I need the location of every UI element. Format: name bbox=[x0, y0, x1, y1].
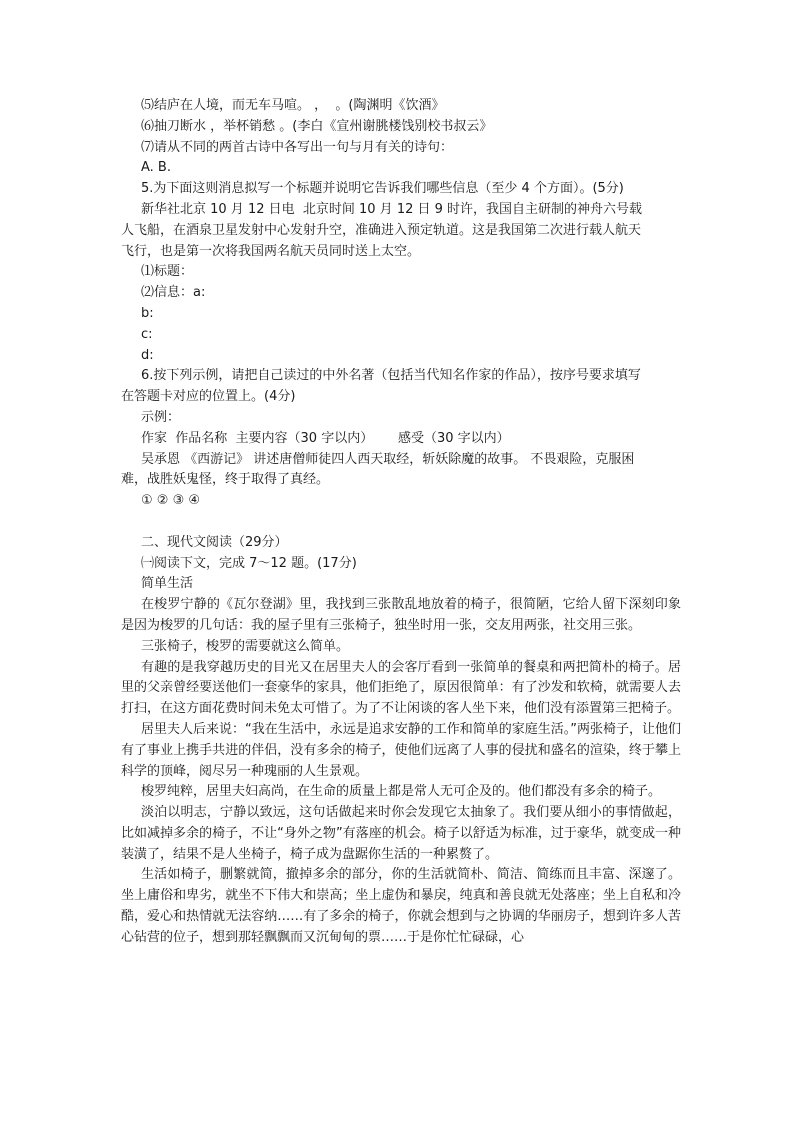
text-line: 难，战胜妖鬼怪，终于取得了真经。 bbox=[121, 472, 330, 488]
question-heading: 5.为下面这则消息拟写一个标题并说明它告诉我们哪些信息（至少 4 个方面）。(5分) bbox=[141, 181, 624, 197]
article-paragraph: 在梭罗宁静的《瓦尔登湖》里，我找到三张散乱地放着的椅子，很简陋，它给人留下深刻印象是因为梭罗的几句话：我的屋子里有三张椅子，独坐时用一张，交友用两张，社交用三张。 bbox=[121, 597, 681, 633]
text-line: 作家 作品名称 主要内容（30 字以内） 感受（30 字以内） bbox=[141, 430, 510, 446]
question-heading: 6.按下列示例，请把自己读过的中外名著（包括当代知名作家的作品），按序号要求填写 bbox=[141, 368, 641, 384]
text-line: ① ② ③ ④ bbox=[141, 493, 201, 509]
text-line: ⑵信息：a: bbox=[141, 285, 206, 301]
article-paragraph: 居里夫人后来说：“我在生活中，永远是追求安静的工作和简单的家庭生活。”两张椅子，让他们有了事业上携手共进的伴侣，没有多余的椅子，使他们远离了人事的侵扰和盛名的渲染，终于攀上科学的顶峰，阅尽另一种瑰丽的人生景观。 bbox=[121, 721, 681, 779]
article-title: 简单生活 bbox=[141, 576, 194, 592]
text-line: A. B. bbox=[141, 160, 171, 176]
text-line: 吴承恩 《西游记》 讲述唐僧师徒四人西天取经，斩妖除魔的故事。 不畏艰险，克服困 bbox=[141, 451, 635, 467]
text-line: ㈠阅读下文，完成 7～12 题。(17分) bbox=[141, 555, 357, 571]
text-line: 飞行，也是第一次将我国两名航天员同时送上太空。 bbox=[121, 243, 421, 259]
text-line: 在答题卡对应的位置上。(4分) bbox=[121, 389, 296, 405]
text-line: b: bbox=[141, 305, 154, 321]
text-line: d: bbox=[141, 347, 154, 363]
document-body bbox=[121, 96, 681, 949]
section-heading: 二、现代文阅读（29分） bbox=[141, 534, 288, 550]
text-line: ⑺请从不同的两首古诗中各写出一句与月有关的诗句： bbox=[141, 139, 454, 155]
article-paragraph: 生活如椅子，删繁就简，撤掉多余的部分，你的生活就简朴、简洁、简练而且丰富、深邃了。坐上庸俗和卑劣，就坐不下伟大和崇高；坐上虚伪和暴戾，纯真和善良就无处落座；坐上自私和冷酷，爱心和热情就无法容纳……有了多余的椅子，你就会想到与之协调的华丽房子，想到许多人苦心钻营的位子，想到那轻飘飘而又沉甸甸的票……于是你忙忙碌碌，心 bbox=[121, 867, 681, 945]
text-line: ⑸结庐在人境，而无车马喧。 ， 。(陶渊明《饮酒》 bbox=[141, 98, 445, 113]
article-paragraph: 三张椅子，梭罗的需要就这么简单。 bbox=[141, 638, 350, 654]
text-line: c: bbox=[141, 326, 153, 342]
text-line: 人飞船，在酒泉卫星发射中心发射升空，准确进入预定轨道。这是我国第二次进行载人航天 bbox=[121, 222, 642, 238]
text-line: 示例： bbox=[141, 409, 181, 425]
text-line: ⑴标题： bbox=[141, 264, 194, 280]
text-line: ⑹抽刀断水 ，举杯销愁 。(李白《宣州谢朓楼饯别校书叔云》 bbox=[141, 118, 493, 134]
spacer bbox=[121, 512, 681, 533]
article-paragraph: 梭罗纯粹，居里夫妇高尚，在生命的质量上都是常人无可企及的。他们都没有多余的椅子。 bbox=[141, 784, 662, 800]
article-paragraph: 有趣的是我穿越历史的目光又在居里夫人的会客厅看到一张简单的餐桌和两把简朴的椅子。居里的父亲曾经要送他们一套豪华的家具，他们拒绝了，原因很简单：有了沙发和软椅，就需要人去打扫，在这方面花费时间未免太可惜了。为了不让闲谈的客人坐下来，他们没有添置第三把椅子。 bbox=[121, 659, 681, 717]
article-paragraph: 淡泊以明志，宁静以致远，这句话做起来时你会发现它太抽象了。我们要从细小的事情做起，比如减掉多余的椅子，不让“身外之物”有落座的机会。椅子以舒适为标准，过于豪华，就变成一种装潢了，结果不是人坐椅子，椅子成为盘踞你生活的一种累赘了。 bbox=[121, 805, 681, 862]
text-line: 新华社北京 10 月 12 日电 北京时间 10 月 12 日 9 时许，我国自主研制的神舟六号载 bbox=[141, 201, 643, 217]
